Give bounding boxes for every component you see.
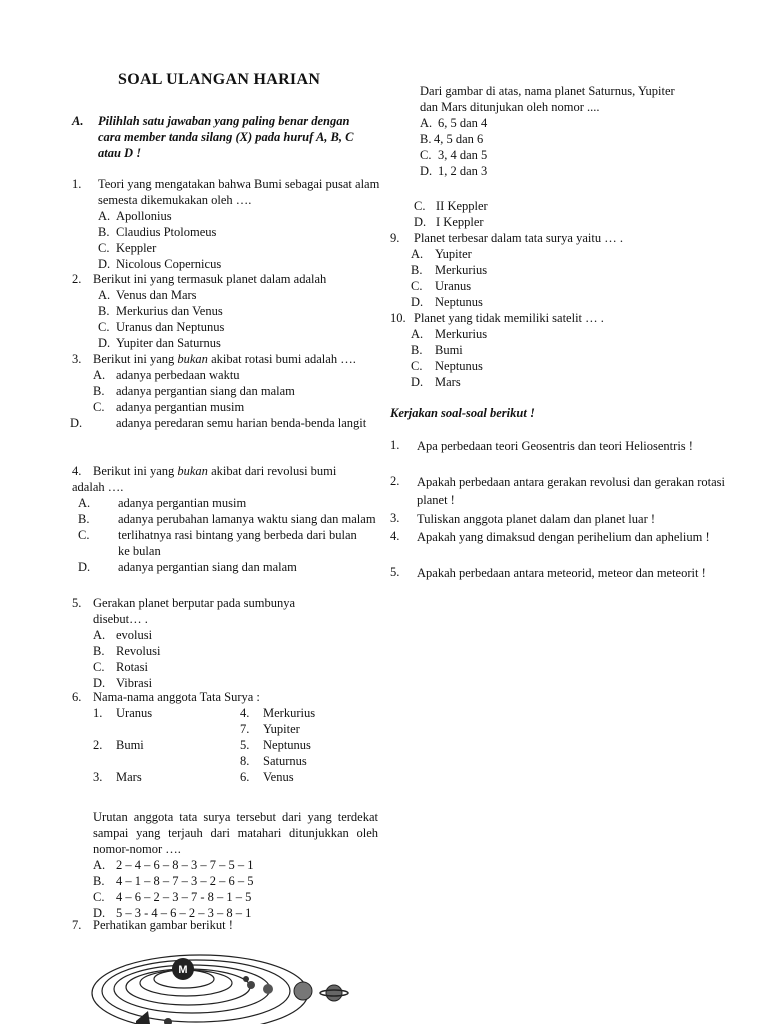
question-6 [72,689,382,921]
option-d[interactable]: D. I Keppler [414,215,484,229]
option-a[interactable]: A. evolusi [93,628,153,642]
essay-item-1: 1. Apa perbedaan teori Geosentris dan teori Heliosentris ! [390,438,693,453]
option-a[interactable]: A. Venus dan Mars [98,288,197,302]
question-text: Nama-nama anggota Tata Surya : [93,690,260,704]
essay-item-3: 3. Tuliskan anggota planet dalam dan planet luar ! [390,511,656,526]
question-text: Perhatikan gambar berikut ! [93,918,233,932]
essay-heading: Kerjakan soal-soal berikut ! [390,406,535,420]
option-d[interactable]: D. 5 – 3 - 4 – 6 – 2 – 3 – 8 – 1 [93,906,252,920]
option-a[interactable]: A. Apollonius [98,209,172,223]
option-c[interactable]: C. Uranus dan Neptunus [98,320,225,334]
question-10 [390,310,725,390]
option-b[interactable]: B. Revolusi [93,644,161,658]
option-b[interactable]: B. Claudius Ptolomeus [98,225,217,239]
option-d[interactable]: D. Mars [411,375,461,389]
planet-icon [263,984,273,994]
question-number: 5. [72,596,82,610]
option-b[interactable]: B. 4 – 1 – 8 – 7 – 3 – 2 – 6 – 5 [93,874,254,888]
list-item: 4. Merkurius [240,706,316,720]
option-d[interactable]: D. Yupiter dan Saturnus [98,336,221,350]
section-a-instruction [72,113,372,161]
question-number: 3. [72,352,82,366]
list-item: 7. Yupiter [240,722,300,736]
list-item: 5. Neptunus [240,738,311,752]
list-item: 2. Bumi [93,738,144,752]
question-4 [72,463,382,575]
option-a[interactable]: A. adanya pergantian musim [78,496,247,510]
question-text: Berikut ini yang bukan akibat dari revolusi bumi adalah …. [72,464,337,494]
option-b[interactable]: B. 4, 5 dan 6 [420,132,484,146]
question-stem: Dari gambar di atas, nama planet Saturnus, Yupiter dan Mars ditunjukan oleh nomor .... [420,84,675,114]
option-b[interactable]: B. Merkurius dan Venus [98,304,223,318]
option-c[interactable]: C. 4 – 6 – 2 – 3 – 7 - 8 – 1 – 5 [93,890,252,904]
option-a[interactable]: A. adanya perbedaan waktu [93,368,240,382]
question-line: 10. Planet yang tidak memiliki satelit … . [390,311,604,325]
question-line: 9. Planet terbesar dalam tata surya yaitu … . [390,231,623,245]
arrow-icon [136,1011,150,1024]
essay-item-2: 2. Apakah perbedaan antara gerakan revolusi dan gerakan rotasi planet ! [390,474,725,507]
essay-item-4: 4. Apakah yang dimaksud dengan perihelium dan aphelium ! [390,529,710,544]
question-7-continued [390,83,725,179]
question-text: Gerakan planet berputar pada sumbunya disebut… . [93,596,296,626]
option-c[interactable]: C. II Keppler [414,199,488,213]
list-item: 8. Saturnus [240,754,307,768]
option-d[interactable]: D. Vibrasi [93,676,153,690]
option-c[interactable]: C. Neptunus [411,359,483,373]
section-instruction-text: Pilihlah satu jawaban yang paling benar dengan cara member tanda silang (X) pada huruf A, B, C atau D ! [98,114,354,160]
option-d[interactable]: D. 1, 2 dan 3 [420,164,488,178]
list-item: 1. Uranus [93,706,153,720]
planet-icon [243,976,249,982]
option-c[interactable]: C. 3, 4 dan 5 [420,148,488,162]
list-item: 3. Mars [93,770,142,784]
question-number: 2. [72,272,82,286]
question-stem: Urutan anggota tata surya tersebut dari yang terdekat sampai yang terjauh dari matahari ditunjukkan oleh nomor-nomor …. [93,810,378,856]
question-9 [390,230,725,310]
option-a[interactable]: A. Merkurius [411,327,488,341]
question-5 [72,595,382,691]
planet-list [93,705,382,789]
planet-icon [164,1018,172,1024]
page-title: SOAL ULANGAN HARIAN [118,71,321,88]
planet-icon [247,981,255,989]
option-b[interactable]: B. adanya pergantian siang dan malam [93,384,295,398]
option-b[interactable]: B. adanya perubahan lamanya waktu siang dan malam [78,512,376,526]
question-text: Berikut ini yang termasuk planet dalam adalah [93,272,327,286]
option-d[interactable]: D. adanya pergantian siang dan malam [78,560,297,574]
question-3 [72,351,382,431]
option-a[interactable]: A. 6, 5 dan 4 [420,116,488,130]
question-number: 7. [72,918,82,932]
question-1 [72,176,382,272]
planet-icon [294,982,312,1000]
option-c[interactable]: C. terlihatnya rasi bintang yang berbeda dari bulan ke bulan [78,528,357,558]
list-item: 6. Venus [240,770,294,784]
question-7 [72,917,382,933]
question-text: Berikut ini yang bukan akibat rotasi bumi adalah …. [93,352,356,366]
section-letter: A. [72,114,84,128]
question-number: 1. [72,177,82,191]
solar-system-diagram [88,945,368,1024]
question-2 [72,271,382,351]
option-a[interactable]: A. Yupiter [411,247,472,261]
option-c[interactable]: C. Rotasi [93,660,148,674]
option-b[interactable]: B. Merkurius [411,263,488,277]
sun-label: M [178,964,188,976]
option-a[interactable]: A. 2 – 4 – 6 – 8 – 3 – 7 – 5 – 1 [93,858,254,872]
essay-item-5: 5. Apakah perbedaan antara meteorid, meteor dan meteorit ! [390,565,706,580]
option-d[interactable]: D. Nicolous Copernicus [98,257,222,271]
question-text: Teori yang mengatakan bahwa Bumi sebagai pusat alam semesta dikemukakan oleh …. [98,177,380,207]
question-number: 6. [72,690,82,704]
option-d[interactable]: D. adanya peredaran semu harian benda-benda langit [70,416,367,430]
option-d[interactable]: D. Neptunus [411,295,483,309]
option-c[interactable]: C. Uranus [411,279,472,293]
question-number: 4. [72,464,82,478]
option-c[interactable]: C. adanya pergantian musim [93,400,245,414]
option-c[interactable]: C. Keppler [98,241,157,255]
question-8-options [390,198,725,230]
planet-icon [326,985,342,1001]
option-b[interactable]: B. Bumi [411,343,463,357]
